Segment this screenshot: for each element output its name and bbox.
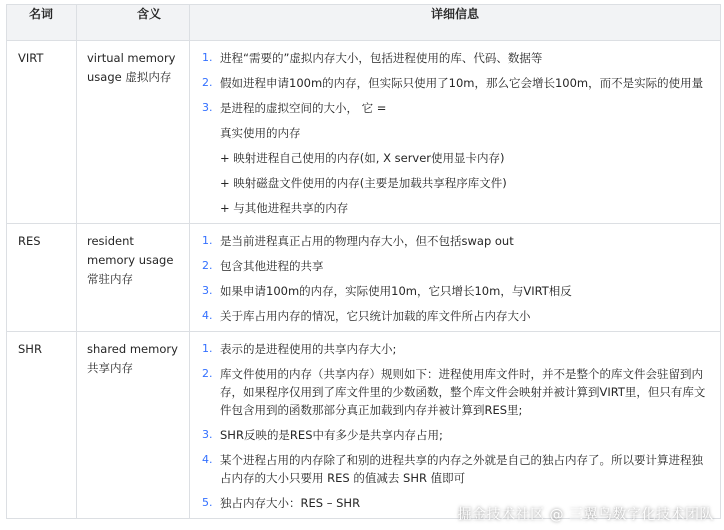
row-term: SHR: [7, 332, 77, 519]
list-item: 1. 是当前进程真正占用的物理内存大小，但不包括swap out: [202, 234, 514, 248]
row-term: RES: [7, 224, 77, 332]
row-term: VIRT: [7, 41, 77, 224]
memory-metrics-table: [6, 4, 721, 519]
table-header-row: [7, 5, 721, 41]
row-details: [190, 41, 721, 224]
list-item: 3. 是进程的虚拟空间的大小， 它 =: [202, 101, 387, 115]
list-item: 1. 表示的是进程使用的共享内存大小;: [202, 342, 397, 356]
sub-item: 真实使用的内存: [220, 126, 301, 140]
row-details: [190, 224, 721, 332]
sub-item: + 与其他进程共享的内存: [220, 201, 349, 215]
table-row-res: [7, 224, 721, 332]
list-item: 5. 独占内存大小：RES – SHR: [202, 496, 361, 510]
sub-item: + 映射进程自己使用的内存(如, X server使用显卡内存): [220, 151, 505, 165]
sub-item: + 映射磁盘文件使用的内存(主要是加载共享程序库文件): [220, 176, 507, 190]
table-row-shr: [7, 332, 721, 519]
list-item: 1. 进程“需要的”虚拟内存大小，包括进程使用的库、代码、数据等: [202, 51, 543, 65]
list-item: 3. SHR反映的是RES中有多少是共享内存占用;: [202, 428, 443, 442]
list-item: 3. 如果申请100m的内存，实际使用10m，它只增长10m，与VIRT相反: [202, 284, 572, 298]
header-term: 名词: [7, 5, 77, 41]
list-item: 2. 包含其他进程的共享: [202, 259, 324, 273]
watermark: 掘金技术社区 @ 三翼鸟数字化技术团队: [457, 507, 714, 523]
row-meaning: resident memory usage 常驻内存: [77, 224, 190, 332]
row-meaning: virtual memory usage 虚拟内存: [77, 41, 190, 224]
table-row-virt: [7, 41, 721, 224]
header-meaning: 含义: [77, 5, 190, 41]
header-details: 详细信息: [190, 5, 721, 41]
list-item: 2. 库文件使用的内存（共享内存）规则如下：进程使用库文件时，并不是整个的库文件会驻留到内存，如果程序仅用到了库文件里的少数函数，整个库文件会映射并被计算到VIRT里，但只有库文件包含用到的函数那部分真正加载到内存并被计算到RES里;: [202, 367, 706, 417]
row-meaning: shared memory 共享内存: [77, 332, 190, 519]
list-item: 4. 关于库占用内存的情况，它只统计加载的库文件所占内存大小: [202, 309, 531, 323]
list-item: 4. 某个进程占用的内存除了和别的进程共享的内存之外就是自己的独占内存了。所以要计算进程独占内存的大小只要用 RES 的值减去 SHR 值即可: [202, 453, 703, 485]
row-details: [190, 332, 721, 519]
list-item: 2. 假如进程申请100m的内存，但实际只使用了10m，那么它会增长100m，而不是实际的使用量: [202, 76, 704, 90]
